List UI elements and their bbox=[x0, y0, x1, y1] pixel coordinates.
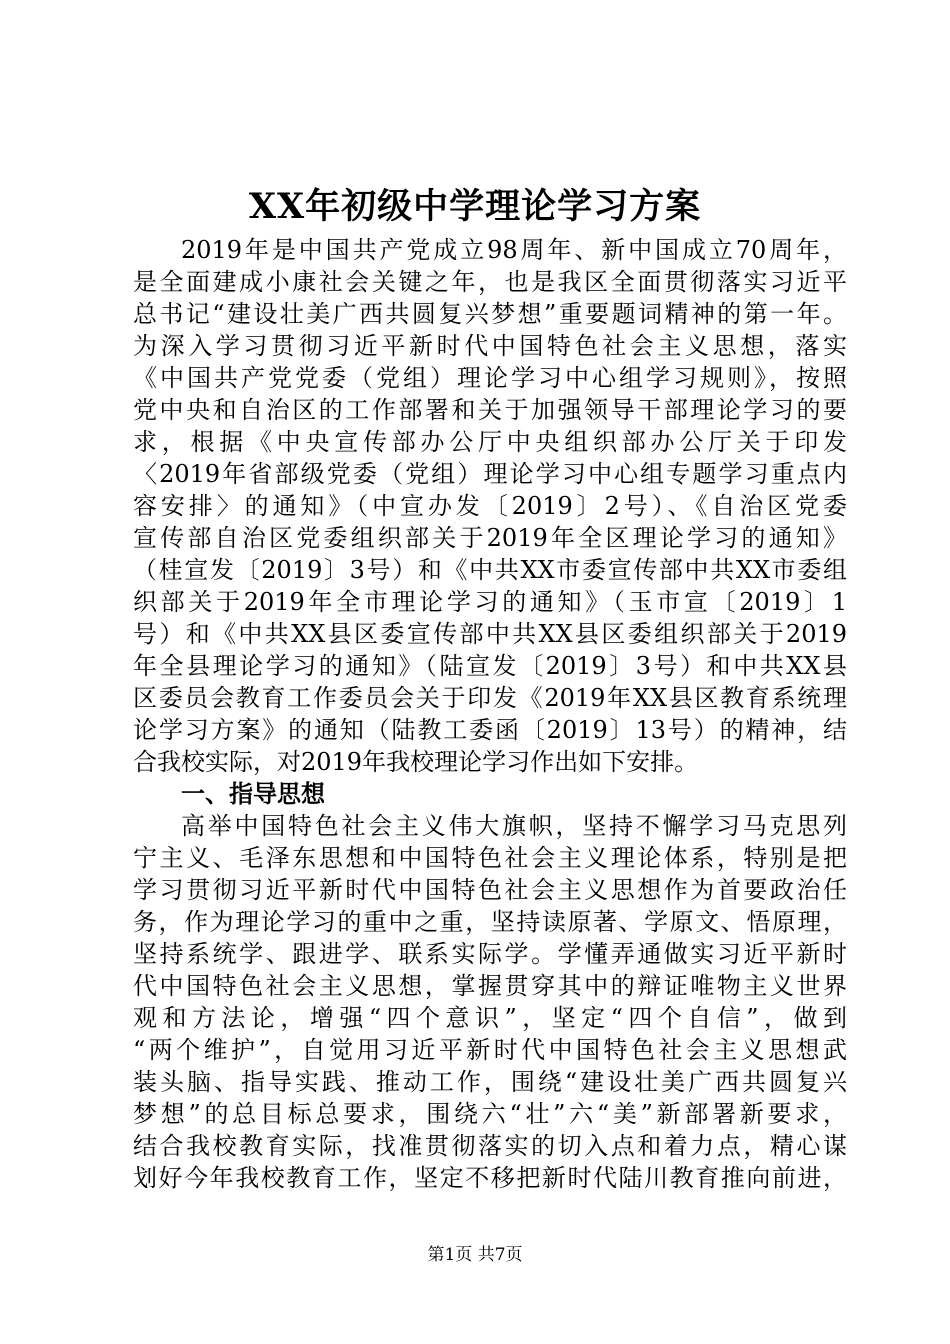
page-footer: 第1页 共7页 bbox=[427, 1245, 523, 1265]
text-line: 学习贯彻习近平新时代中国特色社会主义思想作为首要政治任 bbox=[133, 876, 847, 904]
text-line: 划好今年我校教育工作，坚定不移把新时代陆川教育推向前进， bbox=[133, 1164, 847, 1192]
text-line: 务，作为理论学习的重中之重，坚持读原著、学原文、悟原理， bbox=[133, 908, 847, 936]
text-line: 宣传部自治区党委组织部关于2019年全区理论学习的通知》 bbox=[133, 524, 847, 552]
paragraph-intro bbox=[133, 234, 847, 778]
text-line: 2019年是中国共产党成立98周年、新中国成立70周年， bbox=[181, 236, 847, 264]
text-line: 号）和《中共XX县区委宣传部中共XX县区委组织部关于2019 bbox=[133, 620, 847, 648]
text-line: 结合我校教育实际，找准贯彻落实的切入点和着力点，精心谋 bbox=[133, 1132, 847, 1160]
text-line: 容安排〉的通知》（中宣办发〔2019〕2号）、《自治区党委 bbox=[133, 492, 847, 520]
text-line: 为深入学习贯彻习近平新时代中国特色社会主义思想，落实 bbox=[133, 332, 847, 360]
text-line: 坚持系统学、跟进学、联系实际学。学懂弄通做实习近平新时 bbox=[133, 940, 847, 968]
text-line: 观和方法论，增强“四个意识”，坚定“四个自信”，做到 bbox=[133, 1004, 847, 1032]
document-title: XX年初级中学理论学习方案 bbox=[248, 186, 702, 227]
text-line: 织部关于2019年全市理论学习的通知》（玉市宣〔2019〕1 bbox=[133, 588, 847, 616]
document-body bbox=[133, 234, 847, 1194]
text-line: （桂宣发〔2019〕3号）和《中共XX市委宣传部中共XX市委组 bbox=[133, 556, 847, 584]
section-heading-guiding-ideology: 一、指导思想 bbox=[181, 779, 325, 808]
text-line: 求，根据《中央宣传部办公厅中央组织部办公厅关于印发 bbox=[133, 428, 847, 456]
text-line: 总书记“建设壮美广西共圆复兴梦想”重要题词精神的第一年。 bbox=[133, 300, 847, 328]
text-line: 高举中国特色社会主义伟大旗帜，坚持不懈学习马克思列 bbox=[181, 812, 847, 840]
text-line: 梦想”的总目标总要求，围绕六“壮”六“美”新部署新要求， bbox=[133, 1100, 847, 1128]
text-line: 党中央和自治区的工作部署和关于加强领导干部理论学习的要 bbox=[133, 396, 847, 424]
text-line: 装头脑、指导实践、推动工作，围绕“建设壮美广西共圆复兴 bbox=[133, 1068, 847, 1096]
text-line: 论学习方案》的通知（陆教工委函〔2019〕13号）的精神，结 bbox=[133, 716, 847, 744]
text-line: 年全县理论学习的通知》（陆宣发〔2019〕3号）和中共XX县 bbox=[133, 652, 847, 680]
text-line: 〈2019年省部级党委（党组）理论学习中心组专题学习重点内 bbox=[133, 460, 847, 488]
text-line: 《中国共产党党委（党组）理论学习中心组学习规则》，按照 bbox=[133, 364, 847, 392]
text-line: 区委员会教育工作委员会关于印发《2019年XX县区教育系统理 bbox=[133, 684, 847, 712]
text-line: 宁主义、毛泽东思想和中国特色社会主义理论体系，特别是把 bbox=[133, 844, 847, 872]
text-line: “两个维护”，自觉用习近平新时代中国特色社会主义思想武 bbox=[133, 1036, 847, 1064]
text-line: 合我校实际，对2019年我校理论学习作出如下安排。 bbox=[133, 748, 699, 776]
text-line: 代中国特色社会主义思想，掌握贯穿其中的辩证唯物主义世界 bbox=[133, 972, 847, 1000]
paragraph-guiding-ideology bbox=[133, 810, 847, 1194]
text-line: 是全面建成小康社会关键之年，也是我区全面贯彻落实习近平 bbox=[133, 268, 847, 296]
